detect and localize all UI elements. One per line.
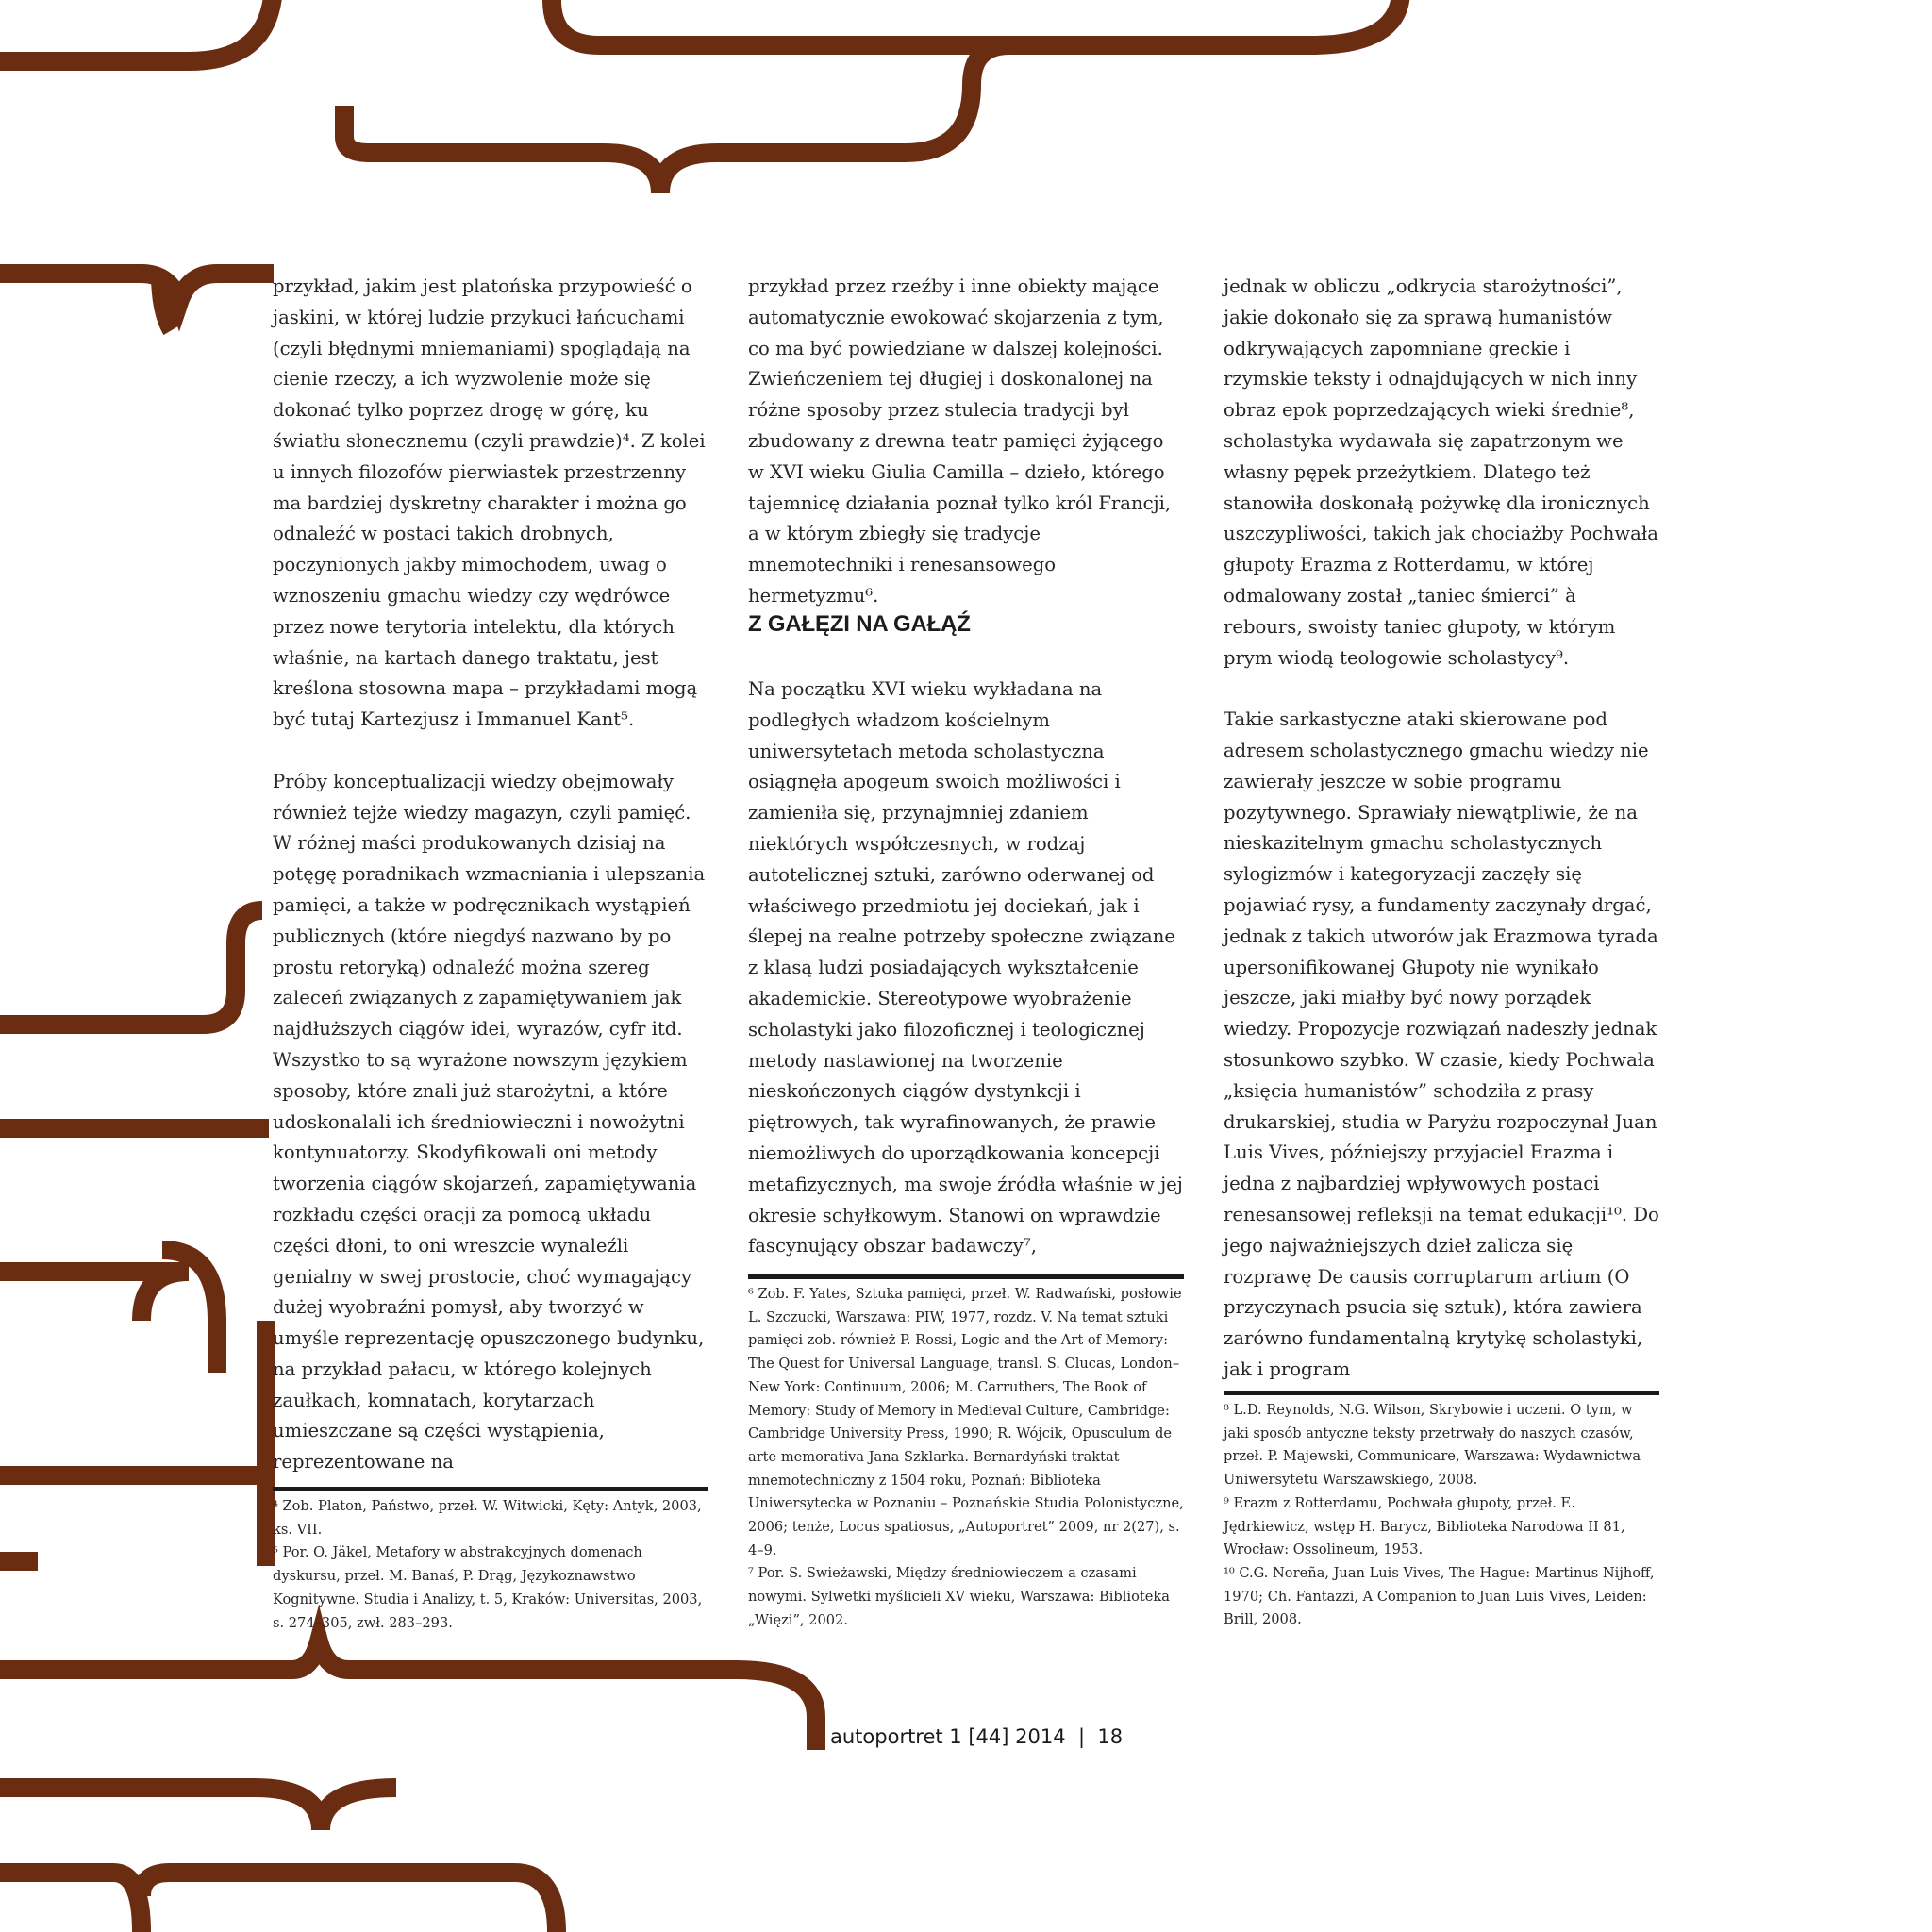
page-folio <box>830 1725 1123 1748</box>
footnote: ⁸ L.D. Reynolds, N.G. Wilson, Skrybowie i uczeni. O tym, w jaki sposób antyczne teksty przetrwały do naszych czasów, przeł. P. Majewski, Communicare, Warszawa: Wydawnictwa Uniwersytetu Warszawskiego, 2008. <box>1224 1402 1641 1489</box>
footnote: ⁷ Por. S. Swieżawski, Między średniowieczem a czasami nowymi. Sylwetki myślicieli XV wieku, Warszawa: Biblioteka „Więzi”, 2002. <box>748 1565 1170 1628</box>
paragraph: przykład przez rzeźby i inne obiekty mające automatycznie ewokować skojarzenia z tym, co ma być powiedziane w dalszej kolejności. Zwieńczeniem tej długiej i doskonalonej na różne sposoby przez stulecia tradycji był zbudowany z drewna teatr pamięci żyjącego w XVI wieku Giulia Camilla – dzieło, którego tajemnicę działania poznał tylko król Francji, a w którym zbiegły się tradycje mnemotechniki i renesansowego hermetyzmu⁶. <box>748 275 1172 607</box>
paragraph: jednak w obliczu „odkrycia starożytności”, jakie dokonało się za sprawą humanistów odkrywających zapomniane greckie i rzymskie teksty i odnajdujących w nich inny obraz epok poprzedzających wieki średnie⁸, scholastyka wydawała się zapatrzonym we własny pępek przeżytkiem. Dlatego też stanowiła doskonałą pożywkę dla ironicznych uszczypliwości, takich jak chociażby Pochwała głupoty Erazma z Rotterdamu, w której odmalowany został „taniec śmierci” à rebours, swoisty taniec głupoty, w którym prym wiodą teologowie scholastycy⁹. <box>1224 275 1658 669</box>
column-3-footnotes <box>1224 1399 1659 1632</box>
section-heading: Z GAŁĘZI NA GAŁĄŹ <box>748 611 971 637</box>
footnote: ¹⁰ C.G. Noreña, Juan Luis Vives, The Hague: Martinus Nijhoff, 1970; Ch. Fantazzi, A Companion to Juan Luis Vives, Leiden: Brill, 2008. <box>1224 1564 1655 1628</box>
footnote-divider <box>273 1487 708 1491</box>
footnote: ⁹ Erazm z Rotterdamu, Pochwała głupoty, przeł. E. Jędrkiewicz, wstęp H. Barycz, Biblioteka Narodowa II 81, Wrocław: Ossolineum, 1953. <box>1224 1494 1625 1558</box>
footnote: ⁴ Zob. Platon, Państwo, przeł. W. Witwicki, Kęty: Antyk, 2003, ks. VII. <box>273 1498 702 1538</box>
footnote-divider <box>1224 1391 1659 1395</box>
publication-title: autoportret 1 [44] 2014 <box>830 1725 1066 1748</box>
column-1-footnotes <box>273 1495 708 1635</box>
folio-separator: | <box>1077 1725 1086 1748</box>
paragraph: Próby konceptualizacji wiedzy obejmowały również tejże wiedzy magazyn, czyli pamięć. W różnej maści produkowanych dzisiaj na potęgę poradnikach wzmacniania i ulepszania pamięci, a także w podręcznikach wystąpień publicznych (które niegdyś nazwano by po prostu retoryką) odnaleźć można szereg zaleceń związanych z zapamiętywaniem jak najdłuższych ciągów idei, wyrazów, cyfr itd. Wszystko to są wyrażone nowszym językiem sposoby, które znali już starożytni, a które udoskonalali ich średniowieczni i nowożytni kontynuatorzy. Skodyfikowali oni metody tworzenia ciągów skojarzeń, zapamiętywania rozkładu części oracji za pomocą układu części dłoni, to oni wreszcie wynaleźli genialny w swej prostocie, choć wymagający dużej wyobraźni pomysł, aby tworzyć w umyśle reprezentację opuszczonego budynku, na przykład pałacu, w którego kolejnych zaułkach, komnatach, korytarzach umieszczane są części wystąpienia, reprezentowane na <box>273 770 706 1474</box>
page-number: 18 <box>1097 1725 1124 1748</box>
footnote-divider <box>748 1274 1184 1279</box>
paragraph: przykład, jakim jest platońska przypowieść o jaskini, w której ludzie przykuci łańcuchami (czyli błędnymi mniemaniami) spoglądają na cienie rzeczy, a ich wyzwolenie może się dokonać tylko poprzez drogę w górę, ku światłu słonecznemu (czyli prawdzie)⁴. Z kolei u innych filozofów pierwiastek przestrzenny ma bardziej dyskretny charakter i można go odnaleźć w postaci takich drobnych, poczynionych jakby mimochodem, uwag o wznoszeniu gmachu wiedzy czy wędrówce przez nowe terytoria intelektu, dla których właśnie, na kartach danego traktatu, jest kreślona stosowna mapa – przykładami mogą być tutaj Kartezjusz i Immanuel Kant⁵. <box>273 275 706 731</box>
column-1-body <box>273 272 708 1478</box>
footnote: ⁶ Zob. F. Yates, Sztuka pamięci, przeł. W. Radwański, posłowie L. Szczucki, Warszawa: PIW, 1977, rozdz. V. Na temat sztuki pamięci zob. również P. Rossi, Logic and the Art of Memory: The Quest for Universal Language, transl. S. Clucas, London–New York: Continuum, 2006; M. Carruthers, The Book of Memory: Study of Memory in Medieval Culture, Cambridge: Cambridge University Press, 1990; R. Wójcik, Opusculum de arte memorativa Jana Szklarka. Bernardyński traktat mnemotechniczny z 1504 roku, Poznań: Biblioteka Uniwersytecka w Poznaniu – Poznańskie Studia Polonistyczne, 2006; tenże, Locus spatiosus, „Autoportret” 2009, nr 2(27), s. 4–9. <box>748 1286 1184 1558</box>
paragraph: Na początku XVI wieku wykładana na podległych władzom kościelnym uniwersytetach metoda scholastyczna osiągnęła apogeum swoich możliwości i zamieniła się, przynajmniej zdaniem niektórych współczesnych, w rodzaj autotelicznej sztuki, zarówno oderwanej od właściwego przedmiotu jej dociekań, jak i ślepej na realne potrzeby społeczne związane z klasą ludzi posiadających wykształcenie akademickie. Stereotypowe wyobrażenie scholastyki jako filozoficznej i teologicznej metody nastawionej na tworzenie nieskończonych ciągów dystynkcji i piętrowych, tak wyrafinowanych, że prawie niemożliwych do uporządkowania koncepcji metafizycznych, ma swoje źródła właśnie w jej okresie schyłkowym. Stanowi on wprawdzie fascynujący obszar badawczy⁷, <box>748 678 1183 1257</box>
paragraph: Takie sarkastyczne ataki skierowane pod adresem scholastycznego gmachu wiedzy nie zawierały jeszcze w sobie programu pozytywnego. Sprawiały niewątpliwie, że na nieskazitelnym gmachu scholastycznych sylogizmów i kategoryzacji zaczęły się pojawiać rysy, a fundamenty zaczynały drgać, jednak z takich utworów jak Erazmowa tyrada upersonifikowanej Głupoty nie wynikało jeszcze, jaki miałby być nowy porządek wiedzy. Propozycje rozwiązań nadeszły jednak stosunkowo szybko. W czasie, kiedy Pochwała „księcia humanistów” schodziła z prasy drukarskiej, studia w Paryżu rozpoczynał Juan Luis Vives, późniejszy przyjaciel Erazma i jedna z najbardziej wpływowych postaci renesansowej refleksji na temat edukacji¹⁰. Do jego najważniejszych dzieł zalicza się rozprawę De causis corruptarum artium (O przyczynach psucia się sztuk), która zawiera zarówno fundamentalną krytykę scholastyki, jak i program <box>1224 708 1659 1380</box>
column-2-footnotes <box>748 1283 1184 1633</box>
footnote: ⁵ Por. O. Jäkel, Metafory w abstrakcyjnych domenach dyskursu, przeł. M. Banaś, P. Drąg, Językoznawstwo Kognitywne. Studia i Analizy, t. 5, Kraków: Universitas, 2003, s. 274–305, zwł. 283–293. <box>273 1544 703 1631</box>
column-2-body-cont <box>748 675 1184 1262</box>
column-2-body <box>748 272 1184 612</box>
column-3-body <box>1224 272 1659 1386</box>
